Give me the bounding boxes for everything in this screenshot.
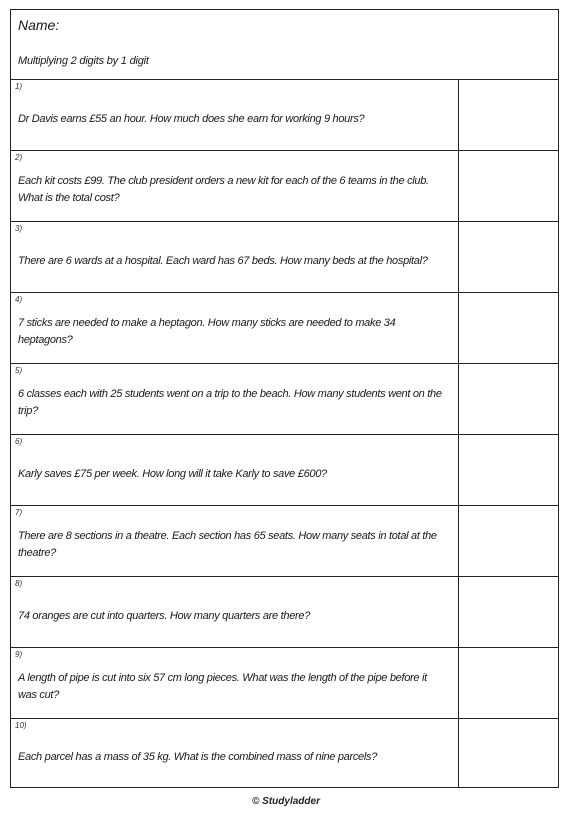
name-label: Name: — [18, 17, 60, 33]
question-row — [11, 506, 558, 577]
question-text: Dr Davis earns £55 an hour. How much does she earn for working 9 hours? — [18, 112, 365, 125]
question-cell — [11, 80, 459, 150]
question-number: 2) — [15, 153, 23, 162]
question-cell — [11, 293, 459, 363]
question-cell — [11, 648, 459, 718]
answer-box[interactable] — [459, 80, 558, 150]
question-text: 7 sticks are needed to make a heptagon. How many sticks are needed to make 34 heptagons? — [18, 317, 396, 346]
question-cell — [11, 577, 459, 647]
question-row — [11, 577, 558, 648]
question-number: 3) — [15, 224, 23, 233]
question-text: 6 classes each with 25 students went on a trip to the beach. How many students went on the trip? — [18, 388, 442, 417]
question-number: 8) — [15, 579, 23, 588]
question-row — [11, 648, 558, 719]
question-row — [11, 222, 558, 293]
worksheet-header — [11, 10, 558, 80]
question-cell — [11, 435, 459, 505]
question-number: 9) — [15, 650, 23, 659]
question-list — [11, 80, 558, 788]
question-row — [11, 80, 558, 151]
answer-box[interactable] — [459, 648, 558, 718]
question-text: Each kit costs £99. The club president orders a new kit for each of the 6 teams in the club. What is the total cost? — [18, 175, 429, 204]
question-row — [11, 719, 558, 788]
question-text: Karly saves £75 per week. How long will it take Karly to save £600? — [18, 467, 327, 480]
question-number: 1) — [15, 82, 23, 91]
question-number: 10) — [15, 721, 27, 730]
question-text: There are 6 wards at a hospital. Each ward has 67 beds. How many beds at the hospital? — [18, 254, 428, 267]
question-cell — [11, 719, 459, 788]
question-row — [11, 151, 558, 222]
answer-box[interactable] — [459, 435, 558, 505]
answer-box[interactable] — [459, 293, 558, 363]
question-text: A length of pipe is cut into six 57 cm long pieces. What was the length of the pipe before it was cut? — [18, 672, 427, 701]
question-cell — [11, 506, 459, 576]
question-cell — [11, 151, 459, 221]
copyright-footer: © Studyladder — [252, 796, 320, 807]
question-text: There are 8 sections in a theatre. Each section has 65 seats. How many seats in total at the theatre? — [18, 530, 437, 559]
question-number: 5) — [15, 366, 23, 375]
question-row — [11, 293, 558, 364]
question-row — [11, 364, 558, 435]
worksheet-subtitle: Multiplying 2 digits by 1 digit — [18, 55, 149, 67]
answer-box[interactable] — [459, 719, 558, 788]
answer-box[interactable] — [459, 577, 558, 647]
answer-box[interactable] — [459, 506, 558, 576]
question-number: 6) — [15, 437, 23, 446]
question-cell — [11, 222, 459, 292]
question-text: 74 oranges are cut into quarters. How many quarters are there? — [18, 609, 311, 622]
answer-box[interactable] — [459, 364, 558, 434]
question-number: 7) — [15, 508, 23, 517]
question-text: Each parcel has a mass of 35 kg. What is the combined mass of nine parcels? — [18, 751, 378, 763]
answer-box[interactable] — [459, 222, 558, 292]
answer-box[interactable] — [459, 151, 558, 221]
question-row — [11, 435, 558, 506]
question-cell — [11, 364, 459, 434]
question-number: 4) — [15, 295, 23, 304]
worksheet — [10, 9, 559, 788]
